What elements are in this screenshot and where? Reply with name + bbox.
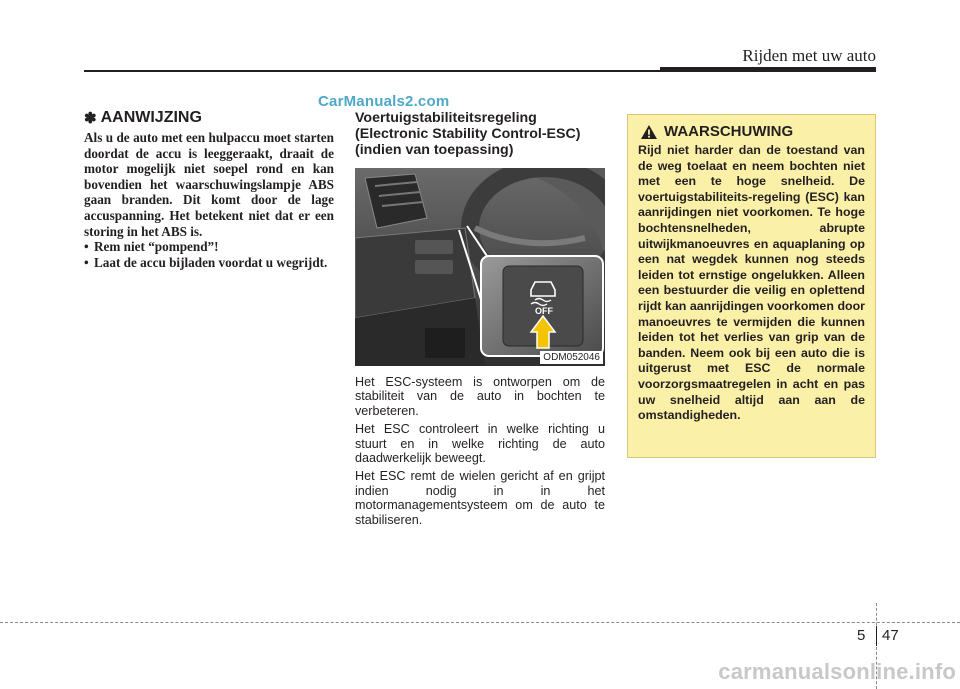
warning-triangle-icon	[640, 124, 658, 140]
off-button-label: OFF	[535, 306, 553, 316]
esc-paragraph: Het ESC remt de wielen gericht af en grijpt indien nodig in in het motormanagementsysteem om de auto te stabiliseren.	[355, 469, 605, 527]
note-star-icon: ✽	[84, 110, 97, 127]
esc-description	[355, 375, 605, 527]
note-body: Als u de auto met een hulpaccu moet starten doordat de accu is leeggeraakt, draait de motor mogelijk niet soepel rond en kan bovendien het waarschuwingslampje ABS gaan branden. Dit komt door de lage accuspanning. Het betekent niet dat er een storing in het ABS is.	[84, 130, 334, 239]
running-header-title: Rijden met uw auto	[742, 46, 876, 65]
esc-paragraph: Het ESC controleert in welke richting u stuurt en in welke richting de auto daadwerkelijk beweegt.	[355, 422, 605, 466]
esc-button-photo	[355, 168, 605, 366]
esc-title-line: Voertuigstabiliteitsregeling	[355, 110, 537, 126]
watermark-carmanuals2[interactable]: CarManuals2.com	[318, 93, 450, 110]
esc-title-line: (indien van toepassing)	[355, 142, 514, 158]
warning-heading-text: WAARSCHUWING	[664, 123, 794, 140]
header-rule-thick	[660, 67, 876, 72]
watermark-carmanualsonline[interactable]: carmanualsonline.info	[718, 659, 956, 684]
note-heading-text: AANWIJZING	[100, 109, 202, 126]
note-heading	[84, 109, 334, 127]
dashboard-illustration	[355, 168, 605, 366]
esc-title-line: (Electronic Stability Control-ESC)	[355, 126, 581, 142]
chapter-number: 5	[857, 627, 866, 644]
page-number: 47	[882, 627, 899, 644]
esc-paragraph: Het ESC-systeem is ontworpen om de stabiliteit van de auto in bochten te verbeteren.	[355, 375, 605, 418]
image-code-label: ODM052046	[540, 351, 603, 364]
esc-title	[355, 110, 605, 158]
page-number-separator	[876, 626, 877, 646]
footer-dashed-rule	[0, 622, 960, 623]
esc-section	[355, 110, 605, 531]
note-list-item: • Rem niet “pompend”!	[84, 239, 334, 255]
warning-heading	[638, 123, 865, 140]
warning-box	[627, 114, 876, 458]
warning-body: Rijd niet harder dan de toestand van de weg toelaat en neem bochten niet met een te hoge snelheid. De voertuigstabiliteits-regeling (ESC) kan aanrijdingen niet voorkomen. Te hoge bochtensnelheden, abrupte uitwijkmanoeuvres en aquaplaning op een nat wegdek kunnen nog steeds leiden tot ernstige ongelukken. Alleen een bestuurder die veilig en oplettend rijdt kan aanrijdingen voorkomen door manoeuvres te vermijden die kunnen leiden tot het verlies van grip van de banden. Neem ook bij een auto die is uitgerust met ESC de normale voorzorgsmaatregelen in acht en pas uw snelheid altijd aan aan de omstandigheden.	[638, 143, 865, 423]
note-list	[84, 239, 334, 270]
note-list-item: • Laat de accu bijladen voordat u wegrijdt.	[84, 255, 334, 271]
note-section	[84, 109, 334, 270]
header-rule-thin	[84, 70, 660, 72]
